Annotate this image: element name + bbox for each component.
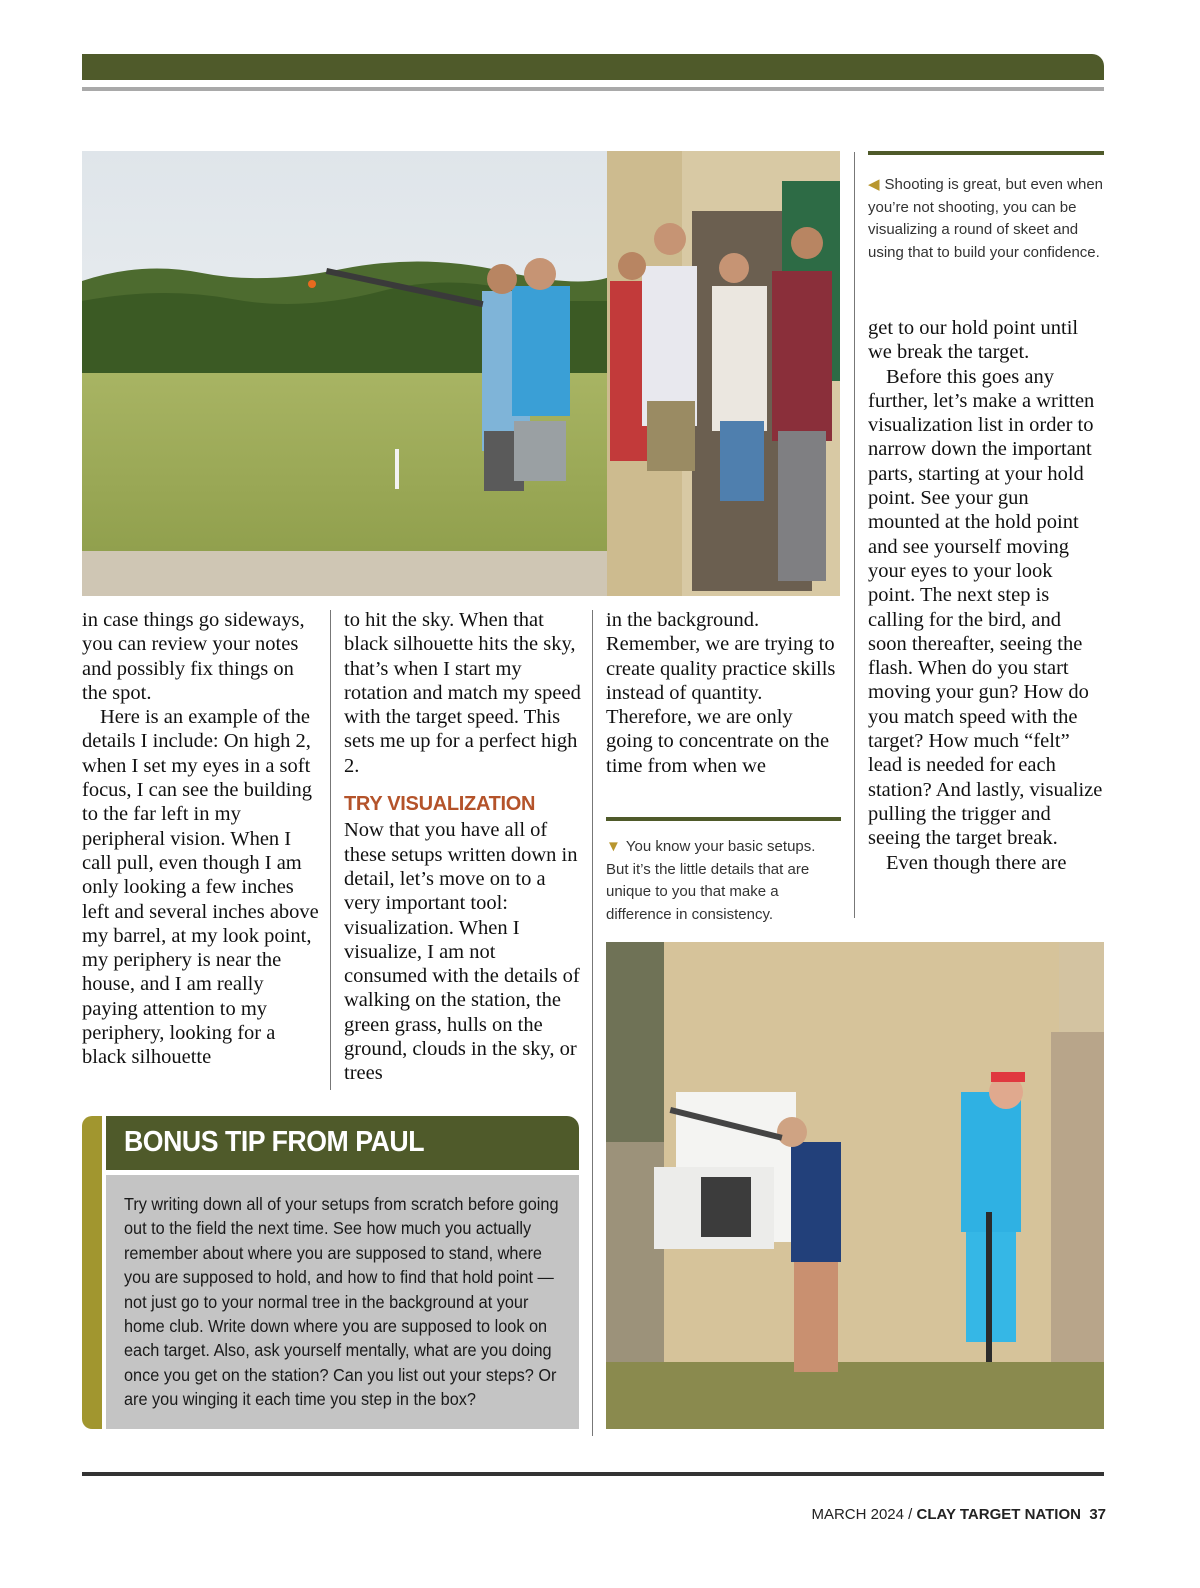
left-triangle-icon: ◀ [868, 176, 880, 193]
col4-paragraph-2: Before this goes any further, let’s make a written visualization list in order to narrow down the important parts, starting at your hold point. See your gun mounted at the hold point and see yourself moving your eyes to your look point. The next step is calling for the bird, and soon thereafter, seeing the flash. When do you start moving your gun? How do you match speed with the target? How much “felt” lead is needed for each station? And lastly, visualize pulling the trigger and seeing the target break. [868, 365, 1103, 850]
text-column-2 [344, 608, 582, 1086]
col2-paragraph-2: Now that you have all of these setups written down in detail, let’s move on to a very important tool: visualization. When I visualize, I am not consumed with the details of walking on the station, the green grass, hulls on the ground, clouds in the sky, or trees [344, 819, 580, 1085]
section-subhead: TRY VISUALIZATION [344, 793, 536, 816]
page-footer [811, 1506, 1106, 1523]
header-rule [82, 87, 1104, 91]
bonus-tip-body [106, 1175, 579, 1429]
footer-magazine: CLAY TARGET NATION [916, 1506, 1081, 1523]
station-photo [606, 942, 1104, 1429]
bottom-caption-rule [606, 817, 841, 821]
bonus-accent-bar [82, 1116, 102, 1429]
text-column-3 [606, 608, 844, 778]
col4-paragraph-3: Even though there are [886, 851, 1067, 874]
footer-date: MARCH 2024 [811, 1506, 904, 1523]
text-column-1 [82, 608, 320, 1070]
top-caption-rule [868, 151, 1104, 155]
bottom-photo-caption: ▼ You know your basic setups. But it’s the little details that are unique to you that make a difference in consistency. [606, 838, 816, 923]
col4-paragraph-1: get to our hold point until we break the target. [868, 317, 1079, 364]
top-photo-caption: ◀ Shooting is great, but even when you’re not shooting, you can be visualizing a round of skeet and using that to build your confidence. [868, 176, 1104, 261]
shooters-line-photo [82, 151, 840, 596]
text-column-4 [868, 316, 1104, 875]
bonus-tip-header [106, 1116, 579, 1170]
footer-separator: / [904, 1506, 917, 1523]
col3-paragraph-1: in the background. Remember, we are trying to create quality practice skills instead of quantity. Therefore, we are only going to concentrate on the time from when we [606, 609, 836, 777]
col1-paragraph-1: in case things go sideways, you can review your notes and possibly fix things on the spot. [82, 609, 305, 704]
page-number: 37 [1089, 1506, 1106, 1523]
column-divider [854, 152, 855, 918]
header-band [82, 54, 1104, 80]
footer-rule [82, 1472, 1104, 1476]
down-triangle-icon: ▼ [606, 838, 621, 855]
col1-paragraph-2: Here is an example of the details I include: On high 2, when I set my eyes in a soft focus, I can see the building to the far left in my peripheral vision. When I call pull, even though I am only looking a few inches left and several inches above my barrel, at my look point, my periphery is near the house, and I am really paying attention to my periphery, looking for a black silhouette [82, 706, 319, 1069]
bonus-tip-text: Try writing down all of your setups from scratch before going out to the field the next time. See how much you actually remember about where you are supposed to stand, where you are supposed to hold, and how to find that hold point — not just go to your normal tree in the background at your home club. Write down where you are supposed to look on each target. Also, ask yourself mentally, what are you doing once you get on the station? Can you list out your steps? Or are you winging it each time you step in the box? [124, 1194, 559, 1410]
column-divider [330, 610, 331, 1090]
col2-paragraph-1: to hit the sky. When that black silhouette hits the sky, that’s when I start my rotation and match my speed with the target speed. This sets me up for a perfect high 2. [344, 609, 581, 777]
bonus-tip-title: BONUS TIP FROM PAUL [124, 1126, 425, 1158]
column-divider [592, 610, 593, 1436]
